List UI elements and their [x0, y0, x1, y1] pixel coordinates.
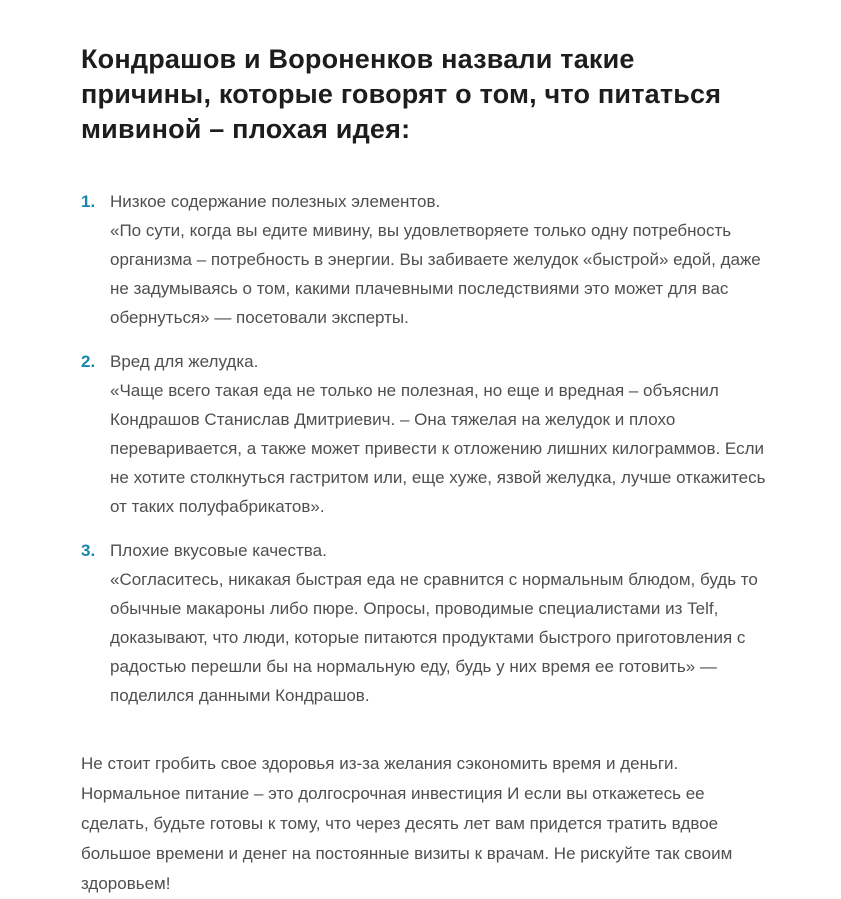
- list-item-text: [110, 347, 771, 521]
- list-item-title: Вред для желудка.: [110, 352, 259, 371]
- list-item: [81, 536, 771, 710]
- list-item: [81, 187, 771, 332]
- list-item-number: 3.: [81, 541, 96, 560]
- reasons-list: [81, 187, 771, 710]
- conclusion-paragraph: Не стоит гробить свое здоровья из-за желания сэкономить время и деньги. Нормальное питание – это долгосрочная инвестиция И если вы откажетесь ее сделать, будьте готовы к тому, что через десять лет вам придется тратить вдвое большое времени и денег на постоянные визиты к врачам. Не рискуйте так своим здоровьем!: [81, 754, 733, 893]
- list-item-title: Низкое содержание полезных элементов.: [110, 192, 441, 211]
- list-item-number: 2.: [81, 352, 96, 371]
- list-item-body: «По сути, когда вы едите мивину, вы удовлетворяете только одну потребность организма – потребность в энергии. Вы забиваете желудок «быстрой» едой, даже не задумываясь о том, какими плачевными последствиями это может для вас обернуться» — посетовали эксперты.: [110, 221, 761, 327]
- list-item-text: [110, 187, 771, 332]
- list-item-body: «Чаще всего такая еда не только не полезная, но еще и вредная – объяснил Кондрашов Станислав Дмитриевич. – Она тяжелая на желудок и плохо переваривается, а также может привести к отложению лишних килограммов. Если не хотите столкнуться гастритом или, еще хуже, язвой желудка, лучше откажитесь от таких полуфабрикатов».: [110, 381, 766, 516]
- list-item-number: 1.: [81, 192, 96, 211]
- list-item-title: Плохие вкусовые качества.: [110, 541, 327, 560]
- list-item: [81, 347, 771, 521]
- page-title: Кондрашов и Вороненков назвали такие причины, которые говорят о том, что питаться мивиной – плохая идея:: [81, 44, 722, 144]
- list-item-text: [110, 536, 771, 710]
- list-item-body: «Согласитесь, никакая быстрая еда не сравнится с нормальным блюдом, будь то обычные макароны либо пюре. Опросы, проводимые специалистами из Telf, доказывают, что люди, которые питаются продуктами быстрого приготовления с радостью перешли бы на нормальную еду, будь у них время ее готовить» — поделился данными Кондрашов.: [110, 570, 758, 705]
